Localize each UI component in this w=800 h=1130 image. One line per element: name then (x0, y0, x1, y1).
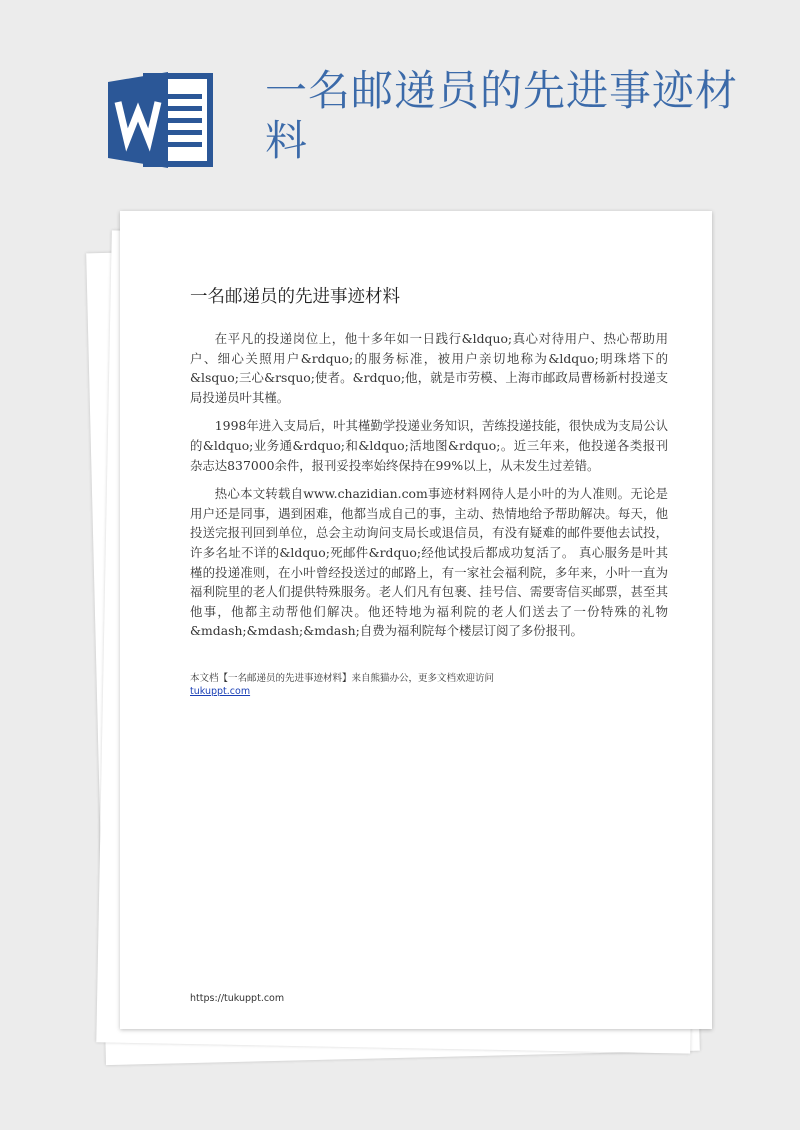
page-heading: 一名邮递员的先进事迹材料 (190, 287, 400, 307)
document-title: 一名邮递员的先进事迹材料 (265, 66, 739, 165)
paragraph-achievements: 1998年进入支局后，叶其槿勤学投递业务知识，苦练投递技能，很快成为支局公认的&ldquo;业务通&rdquo;和&ldquo;活地图&rdquo;。近三年来，他投递各类报刊杂志达837000余件，报刊妥投率始终保持在99%以上，从未发生过差错。 (190, 418, 668, 473)
paragraph-intro: 在平凡的投递岗位上，他十多年如一日践行&ldquo;真心对待用户、热心帮助用户、细心关照用户&rdquo;的服务标准，被用户亲切地称为&ldquo;明珠塔下的&lsquo;三心&rsquo;使者。&rdquo;他，就是市劳模、上海市邮政局曹杨新村投递支局投递员叶其槿。 (190, 331, 668, 405)
paragraph-service: 热心本文转载自www.chazidian.com事迹材料网待人是小叶的为人准则。无论是用户还是同事，遇到困难，他都当成自己的事，主动、热情地给予帮助解决。每天，他投送完报刊回到单位，总会主动询问支局长或退信员，有没有疑难的邮件要他去试投，许多名址不详的&ldquo;死邮件&rdquo;经他试投后都成功复活了。 真心服务是叶其槿的投递准则，在小叶曾经投送过的邮路上，有一家社会福利院，多年来，小叶一直为福利院里的老人们提供特殊服务。老人们凡有包裹、挂号信、需要寄信买邮票，甚至其他事，他都主动帮他们解决。他还特地为福利院的老人们送去了一份特殊的礼物&mdash;&mdash;&mdash;自费为福利院每个楼层订阅了多份报刊。 (190, 486, 668, 639)
source-note (190, 672, 668, 698)
word-document-icon (108, 70, 218, 170)
source-link[interactable]: tukuppt.com (190, 686, 251, 697)
document-body (190, 329, 668, 650)
document-page (120, 211, 712, 1029)
footer-url: https://tukuppt.com (190, 993, 285, 1004)
source-note-text: 本文档【一名邮递员的先进事迹材料】来自熊猫办公，更多文档欢迎访问 (190, 673, 495, 684)
header (0, 0, 800, 200)
